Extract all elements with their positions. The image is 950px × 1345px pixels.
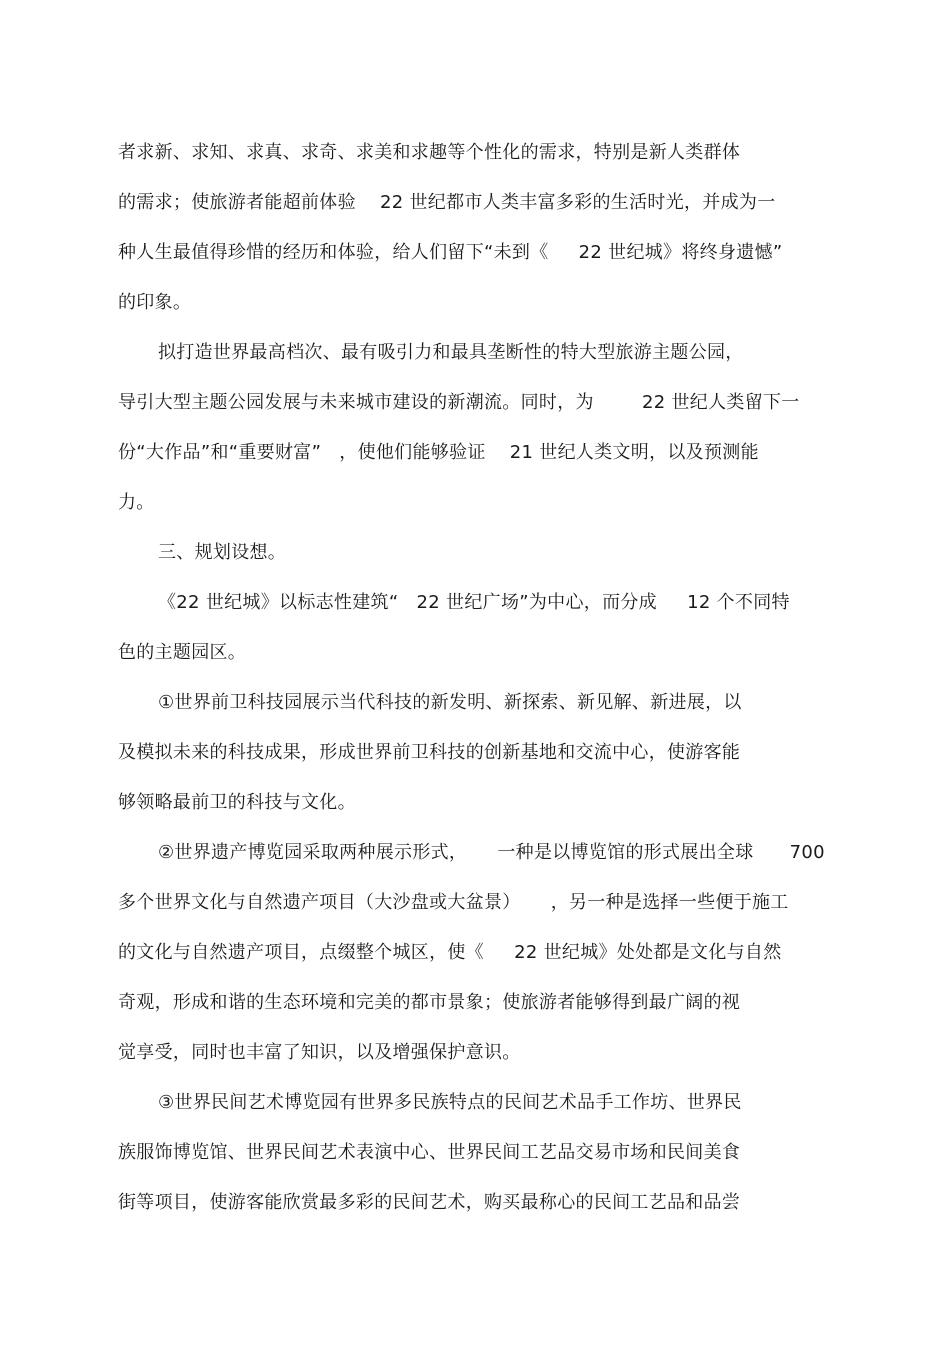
text-line: 的印象。 xyxy=(118,292,192,313)
text-line: 色的主题园区。 xyxy=(118,642,247,663)
text-line: 份“大作品”和“重要财富” ，使他们能够验证 21 世纪人类文明，以及预测能 xyxy=(118,442,759,463)
text-line: 《22 世纪城》以标志性建筑“ 22 世纪广场”为中心，而分成 12 个不同特 xyxy=(158,592,790,613)
text-line: 导引大型主题公园发展与未来城市建设的新潮流。同时，为 22 世纪人类留下一 xyxy=(118,392,800,413)
text-line: 者求新、求知、求真、求奇、求美和求趣等个性化的需求，特别是新人类群体 xyxy=(118,142,741,163)
text-line: 及模拟未来的科技成果，形成世界前卫科技的创新基地和交流中心，使游客能 xyxy=(118,742,741,763)
text-line: 族服饰博览馆、世界民间艺术表演中心、世界民间工艺品交易市场和民间美食 xyxy=(118,1142,741,1163)
text-line: ②世界遗产博览园采取两种展示形式， 一种是以博览馆的形式展出全球 700 xyxy=(158,842,825,863)
text-line: 多个世界文化与自然遗产项目（大沙盘或大盆景） ，另一种是选择一些便于施工 xyxy=(118,892,789,913)
text-line: 的需求；使旅游者能超前体验 22 世纪都市人类丰富多彩的生活时光，并成为一 xyxy=(118,192,776,213)
text-line: ③世界民间艺术博览园有世界多民族特点的民间艺术品手工作坊、世界民 xyxy=(158,1092,742,1113)
text-line: 力。 xyxy=(118,492,155,513)
text-line: 觉享受，同时也丰富了知识，以及增强保护意识。 xyxy=(118,1042,521,1063)
text-line: 的文化与自然遗产项目，点缀整个城区，使《 22 世纪城》处处都是文化与自然 xyxy=(118,942,782,963)
section-heading: 三、规划设想。 xyxy=(158,542,287,563)
text-line: 拟打造世界最高档次、最有吸引力和最具垄断性的特大型旅游主题公园， xyxy=(158,342,744,363)
text-line: 种人生最值得珍惜的经历和体验，给人们留下“未到《 22 世纪城》将终身遗憾” xyxy=(118,242,783,263)
text-line: ①世界前卫科技园展示当代科技的新发明、新探索、新见解、新进展，以 xyxy=(158,692,742,713)
text-line: 街等项目，使游客能欣赏最多彩的民间艺术，购买最称心的民间工艺品和品尝 xyxy=(118,1192,741,1213)
text-line: 够领略最前卫的科技与文化。 xyxy=(118,792,356,813)
text-line: 奇观，形成和谐的生态环境和完美的都市景象；使旅游者能够得到最广阔的视 xyxy=(118,992,741,1013)
